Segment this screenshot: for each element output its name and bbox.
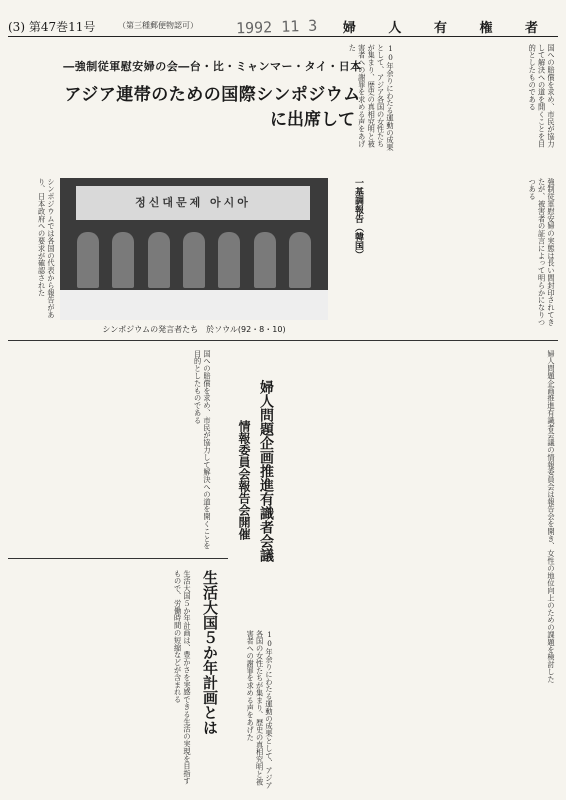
report-label: 一基調報告（韓国）: [353, 178, 363, 259]
article-headline: アジア連帯のための国際シンポジウム: [64, 85, 361, 105]
person-figure: [218, 232, 240, 288]
symposium-photo: [60, 178, 328, 320]
article3-headline: 生活大国５か年計画とは: [201, 570, 219, 735]
body-column-e2: 国への賠償を求め、市民が協力して解決への道を開くことを目的としたものである: [193, 350, 212, 550]
date-stamp: 1992 11 3: [235, 16, 318, 38]
section-divider: [8, 558, 228, 559]
body-column-e: 婦人問題企画推進有識者会議の情報委員会は報告会を開き、女性の地位向上のための課題を検討した: [547, 350, 556, 683]
photo-table: [60, 290, 328, 320]
photo-caption: シンポジウムの発言者たち 於ソウル(92・8・10): [102, 325, 286, 334]
body-column-f2: 10年余りにわたる運動の成果として、アジア各国の女性たちが集まり、歴史の真相究明と被害者への謝罪を求める声をあげた: [246, 630, 274, 789]
issue-subtitle: （第三種郵便物認可）: [118, 21, 198, 30]
person-figure: [112, 232, 134, 288]
article-headline-continued: に出席して: [270, 110, 355, 130]
issue-number: (3) 第47巻11号: [8, 20, 96, 34]
article-kicker: ―強制従軍慰安婦の会―台・比・ミャンマー・タイ・日本: [63, 60, 362, 73]
person-figure: [77, 232, 99, 288]
body-column-c: 強制従軍慰安婦の実態は長い間封印されてきたが、被害者の証言によって明らかになりつつある: [528, 178, 556, 326]
person-figure: [183, 232, 205, 288]
body-column-d: シンポジウムでは各国の代表から報告があり、日本政府への要求が確認された: [37, 178, 56, 319]
body-column-a: 国への賠償を求め、市民が協力して解決への道を開くことを目的としたものである: [528, 44, 556, 148]
body-column-b: 10年余りにわたる運動の成果として、アジア各国の女性たちが集まり、歴史の真相究明と被害者への謝罪を求める声をあげた: [348, 44, 395, 152]
photo-people-row: [70, 232, 318, 290]
page-header: [8, 16, 558, 37]
person-figure: [254, 232, 276, 288]
article2-headline: 婦人問題企画推進有識者会議: [258, 380, 274, 562]
photo-banner: 정신대문제 아시아: [76, 186, 310, 220]
paper-name: 婦 人 有 権 者: [342, 21, 552, 36]
article-headline-block: [10, 58, 415, 130]
person-figure: [148, 232, 170, 288]
body-column-f: 生活大国５か年計画は、豊かさを実感できる生活の実現を目指すもので、労働時間の短縮などが含まれる: [173, 570, 192, 785]
section-divider: [8, 340, 558, 341]
person-figure: [289, 232, 311, 288]
article2-subhead: 情報委員会報告会開催: [237, 420, 251, 540]
